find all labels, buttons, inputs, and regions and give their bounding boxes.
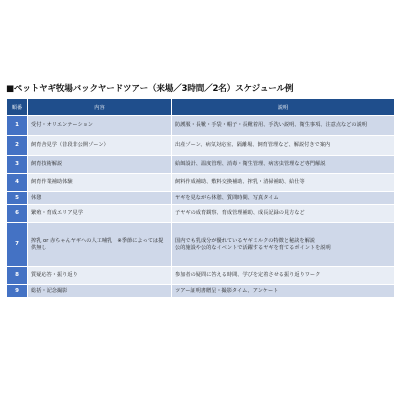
row-number: 1 <box>7 116 28 136</box>
header-order: 順番 <box>7 99 28 116</box>
row-content: 質疑応答・振り返り <box>28 267 172 285</box>
row-number: 2 <box>7 136 28 156</box>
row-content: 休憩 <box>28 192 172 205</box>
row-number: 9 <box>7 285 28 298</box>
row-description: ヤギを見ながら休憩、質問時間、写真タイム <box>172 192 395 205</box>
table-row <box>7 285 395 298</box>
row-number: 4 <box>7 174 28 192</box>
row-content: 受付・オリエンテーション <box>28 116 172 136</box>
schedule-table <box>6 98 395 298</box>
table-row <box>7 192 395 205</box>
row-description: 子ヤギの成育観察、育成管理補助、成長記録の見方など <box>172 205 395 223</box>
row-content: 飼育舎見学（昔段非公開ゾーン） <box>28 136 172 156</box>
table-row <box>7 267 395 285</box>
page-title: ■ペットヤギ牧場バックヤードツアー（来場／3時間／2名）スケジュール例 <box>6 84 294 94</box>
table-row <box>7 136 395 156</box>
row-description: 給餌設計、温度管理、消毒・衛生管理、病害虫管理など専門解説 <box>172 156 395 174</box>
table-row <box>7 156 395 174</box>
table-row <box>7 205 395 223</box>
row-description: ツアー証明書贈呈・撮影タイム、アンケート <box>172 285 395 298</box>
row-description: 飼料作成補助、敷料交換補助、搾乳・清掃補助、給仕等 <box>172 174 395 192</box>
row-number: 6 <box>7 205 28 223</box>
row-content: 飼育技術解説 <box>28 156 172 174</box>
row-number: 3 <box>7 156 28 174</box>
row-content: 繁殖・育成エリア見学 <box>28 205 172 223</box>
header-content: 内容 <box>28 99 172 116</box>
row-content: 飼育作業補助体験 <box>28 174 172 192</box>
table-header-row <box>7 99 395 116</box>
row-number: 7 <box>7 223 28 267</box>
table-row <box>7 174 395 192</box>
row-number: 8 <box>7 267 28 285</box>
row-content: 総括・記念撮影 <box>28 285 172 298</box>
row-description: 国内でも乳成分が優れているヤギミルクの特徴と秘訣を解説 公的施設や公的なイベントで活躍するヤギを育てるポイントを説明 <box>172 223 395 267</box>
table-row <box>7 223 395 267</box>
row-description: 参加者の疑問に答える時間、学びを定着させる振り返りワーク <box>172 267 395 285</box>
row-content: 搾乳 or 赤ちゃんヤギへの人工哺乳 ※季節によっては提供無し <box>28 223 172 267</box>
row-description: 出産ゾーン、病気対応室、隔離場、飼育管理など、解説付きで案内 <box>172 136 395 156</box>
row-description: 防護服・長靴・手袋・帽子・長靴着用、手洗い説明、衛生事項、注意点などの説明 <box>172 116 395 136</box>
header-description: 説明 <box>172 99 395 116</box>
table-row <box>7 116 395 136</box>
row-number: 5 <box>7 192 28 205</box>
